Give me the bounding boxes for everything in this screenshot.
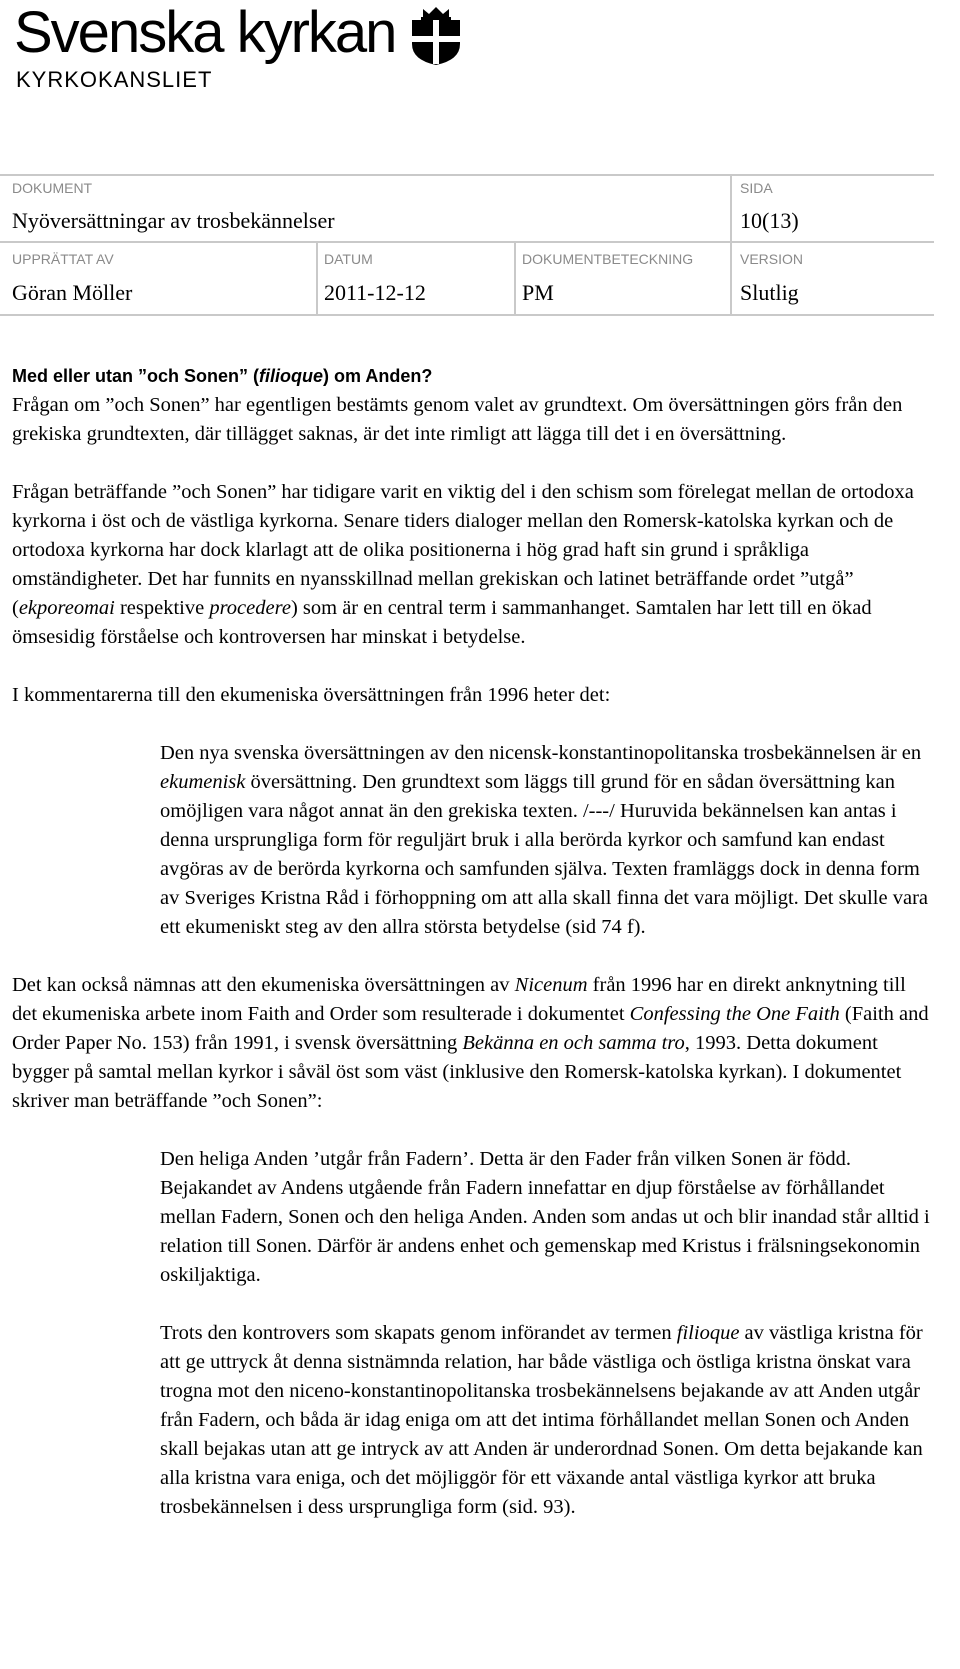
header-middle-rule <box>0 241 934 243</box>
version-label: VERSION <box>740 251 804 267</box>
paragraph: Frågan om ”och Sonen” har egentligen bestämts genom valet av grundtext. Om översättningen görs från den grekiska grundtexten, där tillägget saknas, är det inte rimligt att lägga till det i en översättning. <box>12 394 903 445</box>
logo <box>14 0 454 92</box>
block-quote: Den heliga Anden ’utgår från Fadern’. Detta är den Fader från vilken Sonen är född. Bejakandet av Andens utgående från Fadern innefattar en djup förståelse av förhållandet mellan Fadern, Sonen och den heliga Anden. Anden som andas ut och blir inandad står alltid i relation till Sonen. Därför är andens enhet och gemenskap med Kristus i frälsningsekonomin oskiljaktiga. <box>160 1148 930 1286</box>
section-heading: Med eller utan ”och Sonen” (filioque) om Anden? <box>12 366 433 386</box>
header-top-rule <box>0 174 934 176</box>
logo-name: Svenska kyrkan <box>14 0 396 65</box>
document-label: DOKUMENT <box>12 180 93 196</box>
page-label: SIDA <box>740 180 773 196</box>
date-value: 2011-12-12 <box>324 280 426 305</box>
designation-label: DOKUMENTBETECKNING <box>522 251 694 267</box>
block-quote: Trots den kontrovers som skapats genom införandet av termen filioque av västliga kristna för att ge uttryck åt denna sistnämnda relation, har både västliga och östliga kristna önskat vara trogna mot den niceno-konstantinopolitanska trosbekännelsens bejakande av att Anden utgår från Fadern, och båda är idag eniga om att det intima förhållandet mellan Sonen och Anden skall bejakas utan att ge intryck av att Anden är underordnad Sonen. Om detta bejakande kan alla kristna vara eniga, och det möjliggör för ett växande antal västliga kyrkor att bruka trosbekännelsen i dess ursprungliga form (sid. 93). <box>160 1322 923 1518</box>
version-value: Slutlig <box>740 280 799 305</box>
crown-shield-icon <box>410 6 462 66</box>
date-label: DATUM <box>324 251 373 267</box>
paragraph: Det kan också nämnas att den ekumeniska översättningen av Nicenum från 1996 har en direkt anknytning till det ekumeniska arbete inom Faith and Order som resulterade i dokumentet Confessing the One Faith (Faith and Order Paper No. 153) från 1991, i svensk översättning Bekänna en och samma tro, 1993. Detta dokument bygger på samtal mellan kyrkor i såväl öst som väst (inklusive den Romersk-katolska kyrkan). I dokumentet skriver man beträffande ”och Sonen”: <box>12 974 929 1112</box>
header-bottom-rule <box>0 314 934 316</box>
header-divider <box>514 241 516 316</box>
document-title: Nyöversättningar av trosbekännelser <box>12 208 335 233</box>
designation-value: PM <box>522 280 554 305</box>
logo-subtitle: KYRKOKANSLIET <box>16 67 213 92</box>
author-label: UPPRÄTTAT AV <box>12 251 114 267</box>
paragraph: I kommentarerna till den ekumeniska översättningen från 1996 heter det: <box>12 684 611 706</box>
header-divider <box>730 174 732 316</box>
author-value: Göran Möller <box>12 280 133 305</box>
document-body <box>12 362 934 1522</box>
paragraph: Frågan beträffande ”och Sonen” har tidigare varit en viktig del i den schism som förelegat mellan de ortodoxa kyrkorna i öst och de västliga kyrkorna. Senare tiders dialoger mellan den Romersk-katolska kyrkan och de ortodoxa kyrkorna har dock klarlagt att de olika positionerna i hög grad haft sin grund i språkliga omständigheter. Det har funnits en nyansskillnad mellan grekiskan och latinet beträffande ordet ”utgå” (ekporeomai respektive procedere) som är en central term i sammanhanget. Samtalen har lett till en ökad ömsesidig förståelse och kontroversen har minskat i betydelse. <box>12 481 914 648</box>
header-divider <box>316 241 318 316</box>
page-number: 10(13) <box>740 208 799 233</box>
block-quote: Den nya svenska översättningen av den nicensk-konstantinopolitanska trosbekännelsen är en ekumenisk översättning. Den grundtext som läggs till grund för en sådan översättning kan omöjligen vara något annat än den grekiska texten. /---/ Huruvida bekännelsen kan antas i denna ursprungliga form för reguljärt bruk i alla berörda kyrkor och samfund kan endast avgöras av de berörda kyrkorna och samfunden själva. Texten framläggs dock in denna form av Sveriges Kristna Råd i förhoppning om att alla skall finna det vara möjligt. Det skulle vara ett ekumeniskt steg av den allra största betydelse (sid 74 f). <box>160 742 928 938</box>
